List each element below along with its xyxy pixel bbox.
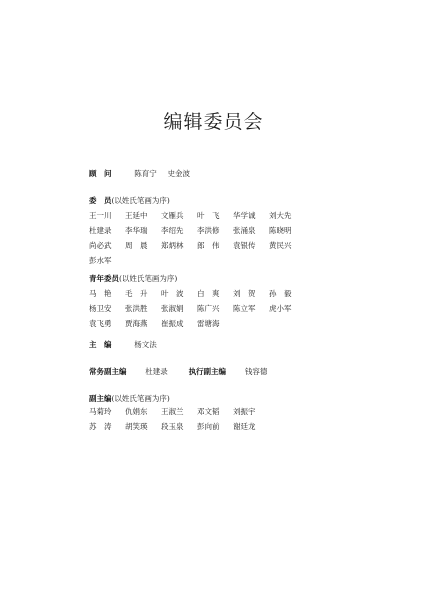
advisor-name: 史金波: [167, 169, 191, 178]
managing-deputy-name: 杜建录: [145, 367, 168, 376]
committee-label: 委 员: [89, 196, 112, 205]
member-name: 杨卫安: [89, 304, 112, 313]
editor-in-chief-label: 主 编: [89, 340, 112, 349]
advisors-label: 顾 问: [89, 169, 112, 178]
member-name: 马菊玲: [89, 407, 112, 416]
member-name: 邓文韬: [197, 407, 220, 416]
committee-members: [89, 210, 305, 266]
member-name: 雷塘海: [197, 319, 220, 328]
member-name: 谢廷龙: [233, 422, 256, 431]
member-name: 叶 波: [161, 289, 184, 298]
member-name: 白 爽: [197, 289, 220, 298]
member-name: 张淑娟: [161, 304, 184, 313]
member-name: 虎小军: [269, 304, 292, 313]
member-name: 袁银传: [233, 241, 256, 250]
member-name: 孙 毅: [269, 289, 292, 298]
youth-committee-label: 青年委员: [89, 274, 119, 283]
member-name: 彭水军: [89, 256, 112, 265]
member-name: 李洪修: [197, 226, 220, 235]
member-name: 崔振成: [161, 319, 184, 328]
member-name: 仇娟东: [125, 407, 148, 416]
member-name: 李绍先: [161, 226, 184, 235]
member-name: 马 艳: [89, 289, 112, 298]
editor-in-chief-name: 杨文法: [134, 340, 157, 349]
member-name: 刘 贺: [233, 289, 256, 298]
member-name: 杜建录: [89, 226, 112, 235]
member-name: 陈广兴: [197, 304, 220, 313]
member-name: 彭向前: [197, 422, 220, 431]
member-name: 陈立军: [233, 304, 256, 313]
executive-deputy-label: 执行副主编: [188, 367, 227, 376]
member-name: 袁飞勇: [89, 319, 112, 328]
deputy-editors-row: [89, 421, 269, 432]
executive-deputy-name: 钱容德: [244, 367, 268, 376]
member-name: 尚必武: [89, 241, 112, 250]
deputy-editors-label: 副主编: [89, 394, 112, 403]
member-name: 苏 涛: [89, 422, 112, 431]
deputy-editors-heading: [89, 393, 170, 405]
advisors-line: [89, 168, 190, 180]
editor-in-chief-line: [89, 339, 157, 351]
member-name: 王淑兰: [161, 407, 184, 416]
deputy-editors-row: [89, 406, 269, 417]
member-name: 文雁兵: [161, 211, 184, 220]
member-name: 王延中: [125, 211, 148, 220]
youth-committee-heading: [89, 273, 177, 285]
member-name: 郎 伟: [197, 241, 220, 250]
member-name: 王一川: [89, 211, 112, 220]
member-name: 刘振宇: [233, 407, 256, 416]
member-name: 刘大先: [269, 211, 292, 220]
member-name: 叶 飞: [197, 211, 220, 220]
committee-note: (以姓氏笔画为序): [111, 196, 170, 205]
page-title: 编辑委员会: [163, 111, 264, 133]
committee-heading: [89, 195, 170, 207]
member-name: 华学诚: [233, 211, 256, 220]
deputy-editors-note: (以姓氏笔画为序): [111, 394, 170, 403]
member-name: 黄民兴: [269, 241, 292, 250]
member-name: 郑炳林: [161, 241, 184, 250]
executive-editors-line: [89, 366, 267, 378]
member-name: 李华瑞: [125, 226, 148, 235]
member-name: 贾海燕: [125, 319, 148, 328]
member-name: 周 晨: [125, 241, 148, 250]
member-name: 陈晓明: [269, 226, 292, 235]
member-name: 毛 升: [125, 289, 148, 298]
youth-committee-note: (以姓氏笔画为序): [119, 274, 178, 283]
youth-committee-members: [89, 288, 305, 329]
member-name: 胡笑瑛: [125, 422, 148, 431]
managing-deputy-label: 常务副主编: [89, 367, 127, 376]
member-name: 段玉泉: [161, 422, 184, 431]
member-name: 张洪胜: [125, 304, 148, 313]
advisor-name: 陈育宁: [134, 169, 157, 178]
member-name: 张涌泉: [233, 226, 256, 235]
